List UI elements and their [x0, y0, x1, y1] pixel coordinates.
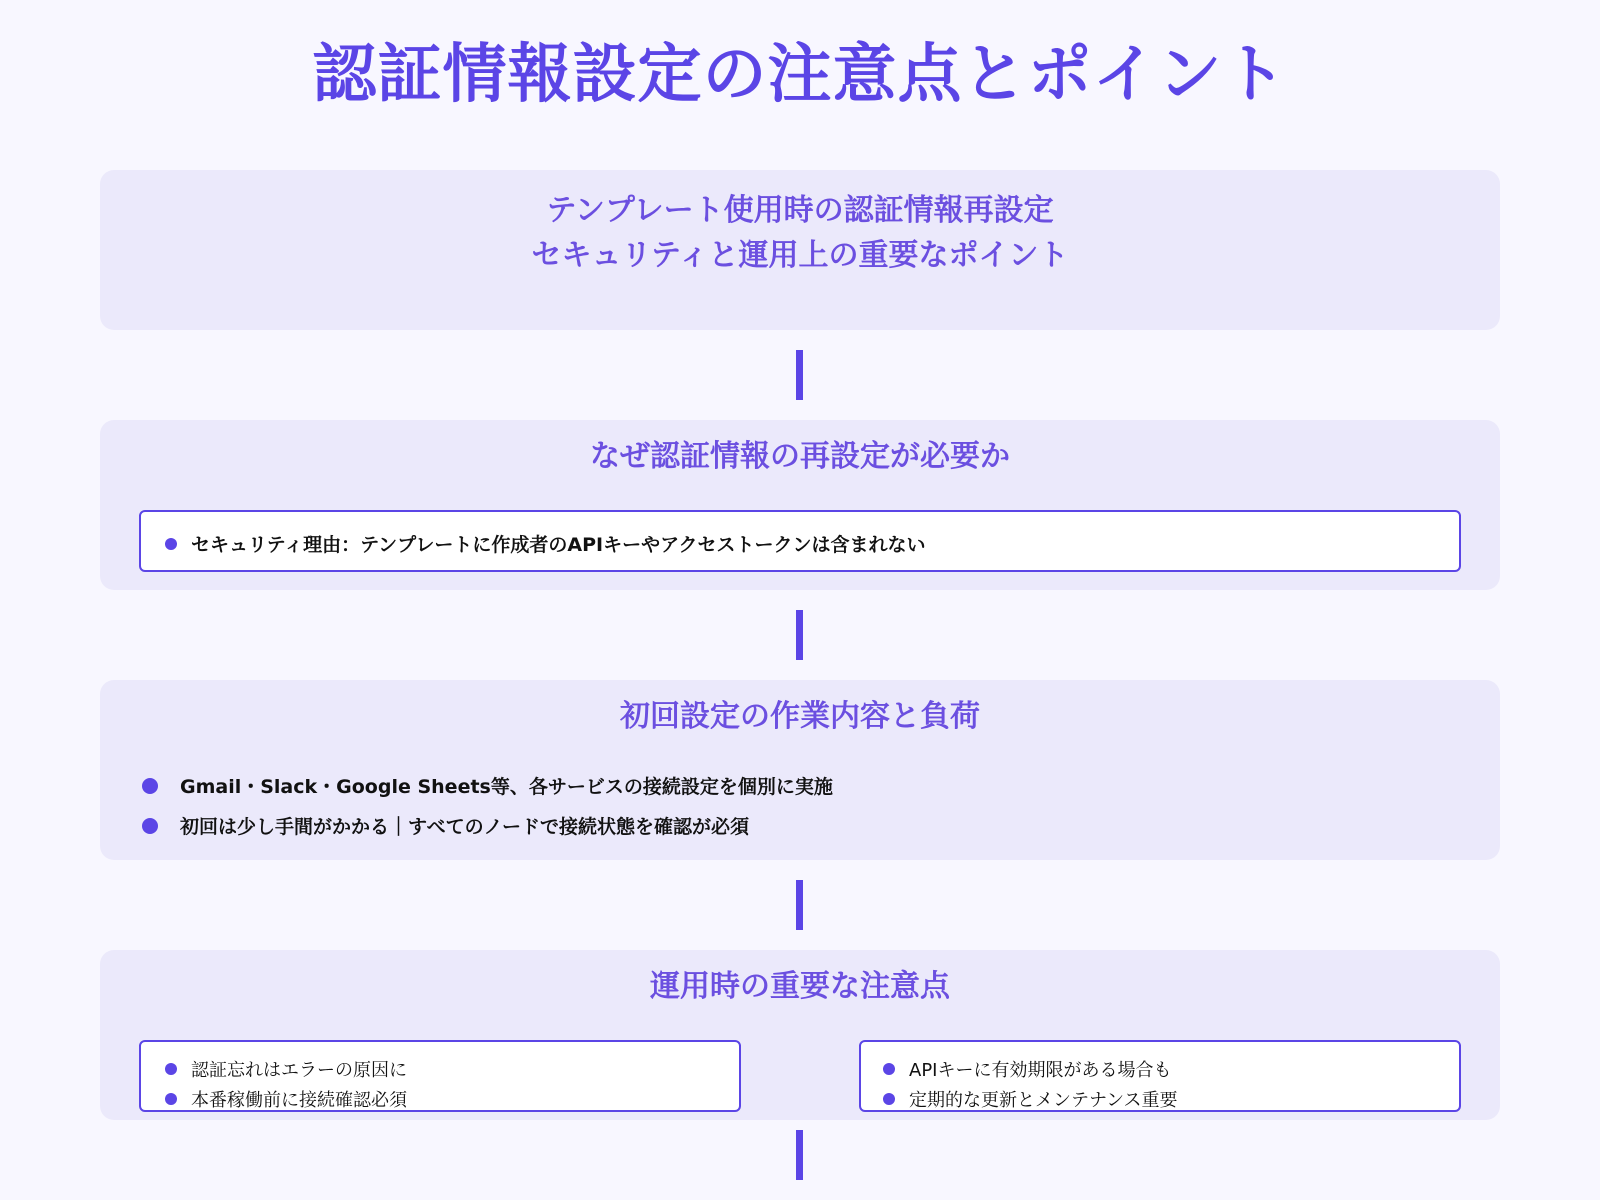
list-item — [883, 1086, 1178, 1112]
ops-heading: 運用時の重要な注意点 — [650, 969, 950, 1004]
ops-left-box — [139, 1040, 741, 1112]
bullet-icon — [883, 1063, 895, 1075]
flow-connector-1 — [796, 350, 803, 400]
why-panel — [100, 420, 1500, 590]
ops-left-item-2: 本番稼働前に接続確認必須 — [191, 1090, 407, 1111]
ops-right-item-1: APIキーに有効期限がある場合も — [909, 1060, 1172, 1081]
initial-panel — [100, 680, 1500, 860]
list-item — [142, 812, 749, 839]
ops-right-item-2: 定期的な更新とメンテナンス重要 — [909, 1090, 1178, 1111]
ops-right-box — [859, 1040, 1461, 1112]
list-item — [165, 530, 926, 557]
page-title: 認証情報設定の注意点とポイント — [312, 38, 1288, 112]
ops-panel — [100, 950, 1500, 1120]
header-line-1: テンプレート使用時の認証情報再設定 — [546, 193, 1054, 228]
why-item-text: セキュリティ理由：テンプレートに作成者のAPIキーやアクセストークンは含まれない — [191, 534, 926, 556]
flow-connector-2 — [796, 610, 803, 660]
list-item — [142, 772, 833, 799]
bullet-icon — [883, 1093, 895, 1105]
flow-connector-4 — [796, 1130, 803, 1180]
why-heading: なぜ認証情報の再設定が必要か — [590, 439, 1010, 474]
flow-connector-3 — [796, 880, 803, 930]
initial-heading: 初回設定の作業内容と負荷 — [620, 699, 980, 734]
ops-left-item-1: 認証忘れはエラーの原因に — [191, 1060, 407, 1081]
list-item — [165, 1056, 407, 1082]
list-item — [883, 1056, 1171, 1082]
bullet-icon — [142, 818, 158, 834]
bullet-icon — [165, 538, 177, 550]
bullet-icon — [142, 778, 158, 794]
initial-item-1: Gmail・Slack・Google Sheets等、各サービスの接続設定を個別に実施 — [180, 776, 833, 798]
initial-item-2: 初回は少し手間がかかる｜すべてのノードで接続状態を確認が必須 — [180, 816, 750, 838]
header-panel — [100, 170, 1500, 330]
header-line-2: セキュリティと運用上の重要なポイント — [531, 238, 1069, 273]
bullet-icon — [165, 1093, 177, 1105]
list-item — [165, 1086, 407, 1112]
why-box — [139, 510, 1461, 572]
bullet-icon — [165, 1063, 177, 1075]
